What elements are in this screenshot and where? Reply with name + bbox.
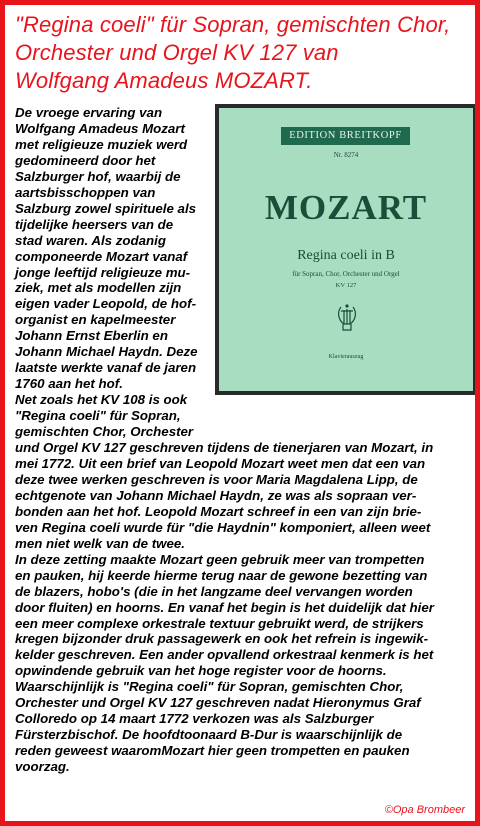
body-line: organist en kapelmeester: [15, 312, 176, 328]
body-line: 1760 aan het hof.: [15, 376, 123, 392]
body-line: Orchester und Orgel KV 127 geschreven nadat Hieronymus Graf: [15, 695, 421, 711]
body-line: "Regina coeli" für Sopran,: [15, 408, 181, 424]
body-line: voorzag.: [15, 759, 70, 775]
body-line: en pauken, hij keerde hierme terug naar de gewone bezetting van: [15, 567, 428, 583]
body-line: reden geweest waaromMozart hier geen trompetten en pauken: [15, 743, 410, 759]
body-line: bonden aan het hof. Leopold Mozart schreef in een van zijn brie-: [15, 503, 422, 519]
body-line: gedomineerd door het: [15, 152, 156, 168]
body-line: Net zoals het KV 108 is ook: [15, 392, 188, 408]
body-line: ven Regina coeli wurde für "die Haydnin" komponiert, alleen weet: [15, 519, 431, 535]
body-line: mei 1772. Uit een brief van Leopold Mozart weet men dat een van: [15, 455, 426, 471]
body-line: door fluiten) en hoorns. En vanaf het begin is het duidelijk dat hier: [15, 599, 434, 615]
body-line: kregen bijzonder druk passagewerk en ook het refrein is ingewik-: [15, 631, 429, 647]
body-line: gemischten Chor, Orchester: [15, 424, 194, 440]
body-line: Colloredo op 14 maart 1772 verkozen was als Salzburger: [15, 711, 374, 727]
cover-vocal-score: Klavierauszug: [328, 354, 364, 360]
cover-edition-label: EDITION BREITKOPF: [281, 127, 410, 145]
body-line: tijdelijke heersers van de: [15, 216, 174, 232]
body-line: eigen vader Leopold, de hof-: [15, 296, 197, 312]
article-body: [15, 105, 478, 775]
body-line: een meer complexe orkestrale textuur gebruikt werd, de strijkers: [15, 615, 424, 631]
body-line: deze twee werken geschreven is voor Maria Magdalena Lipp, de: [15, 471, 418, 487]
body-line: opwindende gebruik van het hoge register voor de hoorns.: [15, 663, 387, 679]
body-line: kelder geschreven. Een ander opvallend orkestraal kenmerk is het: [15, 647, 434, 663]
body-line: Johann Ernst Eberlin en: [15, 328, 168, 344]
title-line-3: Wolfgang Amadeus MOZART.: [15, 68, 313, 93]
body-line: und Orgel KV 127 geschreven tijdens de tienerjaren van Mozart, in: [15, 440, 434, 456]
body-line: aartsbisschoppen van: [15, 184, 156, 200]
body-line: Fürsterzbischof. De hoofdtoonaard B-Dur is waarschijnlijk de: [15, 727, 403, 743]
body-line: stad waren. Als zodanig: [15, 232, 166, 248]
body-line: men niet welk van de twee.: [15, 535, 185, 551]
body-line: Salzburger hof, waarbij de: [15, 168, 181, 184]
body-line: ziek, met als modellen zijn: [15, 280, 182, 296]
cover-scoring: für Sopran, Chor, Orchester und Orgel: [292, 270, 400, 278]
cover-kv: KV 127: [335, 282, 357, 289]
copyright-credit: ©Opa Brombeer: [384, 804, 465, 816]
body-line: Johann Michael Haydn. Deze: [15, 344, 198, 360]
body-line: met religieuze muziek werd: [15, 136, 188, 152]
cover-composer: MOZART: [264, 188, 428, 227]
body-line: componeerde Mozart vanaf: [15, 248, 188, 264]
body-line: Waarschijnlijk is "Regina coeli" für Sopran, gemischten Chor,: [15, 679, 404, 695]
cover-number: Nr. 8274: [333, 151, 359, 159]
body-line: echtgenote van Johann Michael Haydn, ze was als sopraan ver-: [15, 487, 417, 503]
body-line: De vroege ervaring van: [15, 105, 163, 120]
body-line: jonge leeftijd religieuze mu-: [15, 264, 191, 280]
title-line-2: Orchester und Orgel KV 127 van: [15, 40, 339, 65]
cover-work-title: Regina coeli in B: [297, 248, 395, 263]
body-line: In deze zetting maakte Mozart geen gebruik meer van trompetten: [15, 551, 425, 567]
title-line-1: "Regina coeli" für Sopran, gemischten Chor,: [15, 12, 451, 37]
page-title: [15, 11, 477, 95]
body-line: Wolfgang Amadeus Mozart: [15, 120, 185, 136]
body-line: de blazers, hobo's (die in het langzame deel vervangen worden: [15, 583, 413, 599]
body-line: laatste werkte vanaf de jaren: [15, 360, 197, 376]
body-line: Salzburg zowel spirituele als: [15, 200, 197, 216]
